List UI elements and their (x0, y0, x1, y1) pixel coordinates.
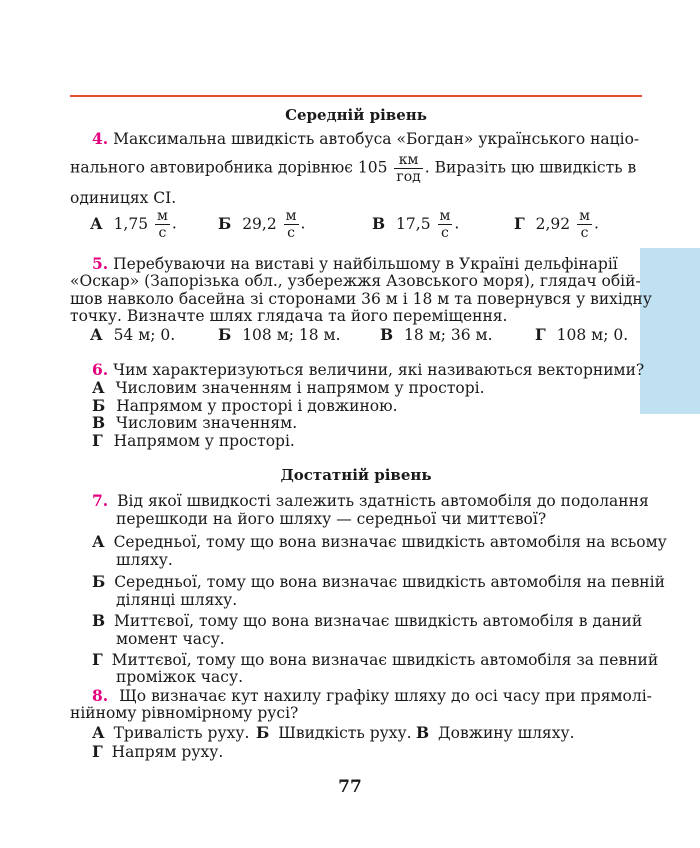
q4-text-line2b: . Виразіть цю швидкість в (424, 158, 637, 177)
q4-option-unit (577, 208, 592, 241)
option-letter: В (92, 413, 106, 432)
q4-number: 4. (92, 129, 109, 148)
q8-number: 8. (92, 686, 109, 705)
q6-option (92, 431, 295, 450)
q4-option-letter: В (372, 213, 386, 233)
option-text: 108 м; 18 м. (242, 326, 341, 344)
q5-line1 (92, 254, 618, 273)
option-letter: В (380, 325, 394, 344)
q4-line1 (92, 129, 639, 148)
option-text: Швидкість руху. (278, 724, 412, 742)
option-letter: Б (256, 723, 270, 742)
option-letter: Г (92, 650, 103, 669)
q7-option (92, 650, 658, 669)
q4-text-line2a: нального автовиробника дорівнює 105 (70, 158, 388, 177)
q4-option-value: 17,5 (396, 214, 431, 233)
unit-numerator: м (579, 208, 590, 224)
unit-denominator: с (441, 225, 449, 242)
option-text: Середньої, тому що вона визначає швидкість автомобіля на певній (114, 573, 665, 591)
q7-option (92, 572, 665, 591)
q8-line1 (92, 686, 652, 705)
q5-text-line: шов навколо басейна зі сторонами 36 м і 18 м та повернувся у вихідну (70, 290, 652, 308)
top-rule (70, 95, 642, 97)
q4-unit-fraction (394, 152, 422, 185)
q5-option (218, 325, 341, 344)
q6-line (92, 360, 644, 379)
q4-option-unit (155, 208, 170, 241)
q4-option-letter: Г (514, 213, 525, 233)
page-number: 77 (338, 777, 362, 797)
q7-number: 7. (92, 491, 109, 510)
q4-option-unit (284, 208, 299, 241)
option-text: Довжину шляху. (438, 724, 575, 742)
q5-text-line: точку. Визначте шлях глядача та його переміщення. (70, 307, 508, 325)
q4-option-value: 1,75 (113, 214, 149, 233)
q7-option (92, 532, 667, 551)
q5-option (380, 325, 493, 344)
q4-option-unit (438, 208, 453, 241)
option-text: Тривалість руху. (113, 724, 250, 742)
q4-options (0, 208, 700, 248)
unit-numerator: м (285, 208, 297, 224)
q4-text-line1: Максимальна швидкість автобуса «Богдан» українського націо- (113, 130, 640, 148)
q8-text-line: Що визначає кут нахилу графіку шляху до осі часу при прямолі- (119, 687, 652, 705)
option-text: Миттєвої, тому що вона визначає швидкість автомобіля в даний (114, 612, 643, 630)
q5-option (535, 325, 628, 344)
unit-denominator: с (580, 225, 589, 242)
option-letter: А (92, 378, 105, 397)
option-letter: В (92, 611, 106, 630)
q5-text-line: «Оскар» (Запорізька обл., узбережжя Азовського моря), глядач обій- (70, 272, 641, 290)
unit-numerator: м (439, 208, 451, 224)
q7-text-line: Від якої швидкості залежить здатність автомобіля до подолання (117, 492, 649, 510)
option-letter: Б (92, 396, 106, 415)
q6-number: 6. (92, 360, 109, 379)
option-text: 54 м; 0. (113, 326, 176, 344)
q7-option (92, 611, 642, 630)
option-text: Напрям руху. (111, 743, 224, 761)
q6-option (92, 378, 485, 397)
option-letter: В (416, 723, 430, 742)
option-text: Числовим значенням і напрямом у просторі. (115, 379, 485, 397)
q6-text: Чим характеризуються величини, які називаються векторними? (113, 361, 645, 379)
q7-line1 (92, 491, 649, 510)
q8-option (416, 723, 575, 742)
section-heading-sufficient: Достатній рівень (280, 466, 432, 484)
option-letter: Г (92, 431, 103, 450)
q5-text-line: Перебуваючи на виставі у найбільшому в Україні дельфінарії (113, 255, 618, 273)
option-letter: А (92, 532, 105, 551)
q4-text-line3: одиницях СІ. (70, 189, 177, 207)
option-text-cont: ділянці шляху. (116, 591, 238, 609)
option-text: Напрямом у просторі. (113, 432, 295, 450)
section-heading-medium: Середній рівень (285, 106, 427, 124)
unit-denominator: с (158, 225, 167, 242)
option-text: 108 м; 0. (556, 326, 629, 344)
q4-fraction-numerator: км (394, 152, 422, 169)
q4-line2 (70, 152, 636, 185)
q4-option: Б 29,2 $\frac{м}{с}$ . (218, 208, 306, 242)
q4-option-value: 2,92 (535, 214, 571, 233)
unit-numerator: м (157, 208, 168, 224)
side-tab (640, 248, 700, 414)
option-text: 18 м; 36 м. (404, 326, 493, 344)
q8-option (256, 723, 412, 742)
option-letter: Г (92, 742, 103, 761)
option-text-cont: проміжок часу. (116, 668, 244, 686)
option-letter: Г (535, 325, 546, 344)
q5-option (90, 325, 175, 344)
option-letter: Б (218, 325, 232, 344)
option-letter: А (90, 325, 103, 344)
q8-option (92, 723, 249, 742)
q8-option (92, 742, 223, 761)
q5-number: 5. (92, 254, 109, 273)
q4-option-letter: А (90, 213, 103, 233)
q4-fraction-denominator: год (396, 169, 421, 186)
option-letter: Б (92, 572, 106, 591)
option-text: Миттєвої, тому що вона визначає швидкість автомобіля за певний (111, 651, 659, 669)
q7-text-line: перешкоди на його шляху — середньої чи миттєвої? (116, 510, 547, 528)
q4-option: Г 2,92 $\frac{м}{с}$ . (514, 208, 599, 242)
option-text: Середньої, тому що вона визначає швидкість автомобіля на всьому (113, 533, 667, 551)
q4-option-letter: Б (218, 213, 232, 233)
q4-option: В 17,5 $\frac{м}{с}$ . (372, 208, 460, 242)
q6-option (92, 413, 297, 432)
q4-option: А 1,75 $\frac{м}{с}$ . (90, 208, 177, 242)
q4-option-value: 29,2 (242, 214, 277, 233)
option-letter: А (92, 723, 105, 742)
unit-denominator: с (287, 225, 295, 242)
option-text-cont: шляху. (116, 551, 173, 569)
option-text-cont: момент часу. (116, 630, 225, 648)
option-text: Числовим значенням. (116, 414, 298, 432)
q8-text-line: нійному рівномірному русі? (70, 704, 299, 722)
option-text: Напрямом у просторі і довжиною. (116, 397, 398, 415)
